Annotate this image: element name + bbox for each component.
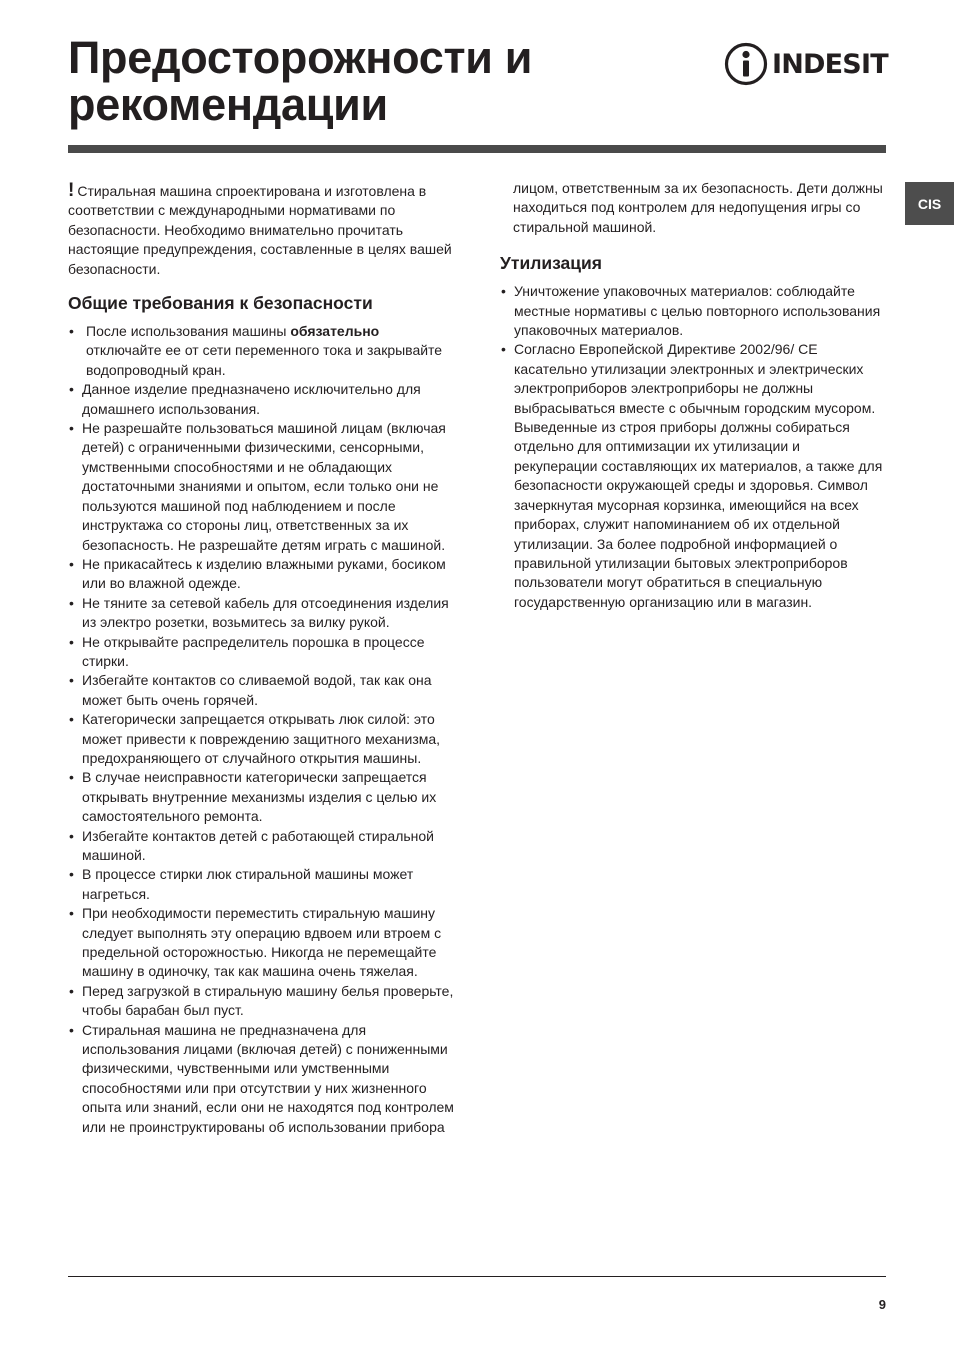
emphasis-text: обязательно (290, 323, 380, 340)
header-divider (68, 145, 886, 153)
list-item: • Данное изделие предназначено исключительно для домашнего использования. (68, 380, 458, 419)
page-title (68, 34, 668, 128)
list-item: • Не открывайте распределитель порошка в процессе стирки. (68, 633, 458, 672)
continued-paragraph: лицом, ответственным за их безопасность. Дети должны находиться под контролем для недопущения игры со стиральной машиной. (513, 180, 883, 235)
general-safety-heading: Общие требования к безопасности (68, 293, 373, 314)
safety-list (68, 322, 458, 1137)
left-column (68, 181, 458, 1137)
disposal-heading: Утилизация (500, 253, 603, 274)
page-title-line2: рекомендации (68, 79, 388, 130)
intro-text: Стиральная машина спроектирована и изготовлена в соответствии с международными нормативами по безопасности. Необходимо внимательно прочитать настоящие предупреждения, составленные в целях вашей безопасности. (68, 183, 452, 277)
list-item: • Категорически запрещается открывать люк силой: это может привести к повреждению защитного механизма, предохраняющего от случайного открытия машины. (68, 710, 458, 768)
list-item: • Не тяните за сетевой кабель для отсоединения изделия из электро розетки, возьмитесь за вилку рукой. (68, 594, 458, 633)
page-title-line1: Предосторожности и (68, 32, 533, 83)
brand-name: INDESIT (772, 48, 888, 80)
list-item: • После использования машины обязательно отключайте ее от сети переменного тока и закрывайте водопроводный кран. (68, 322, 458, 380)
page-number: 9 (878, 1297, 886, 1312)
list-item: • В процессе стирки люк стиральной машины может нагреться. (68, 865, 458, 904)
list-item: • Не разрешайте пользоваться машиной лицам (включая детей) с ограниченными физическими, сенсорными, умственными способностями и не обладающих достаточными знаниями и опытом, если только они не пользуются машиной под наблюдением и после инструктажа со стороны лиц, ответственных за их безопасность. Не разрешайте детям играть с машиной. (68, 419, 458, 555)
list-item: • Стиральная машина не предназначена для использования лицами (включая детей) с пониженными физическими, чувственными или умственными способностями или при отсутствии у них жизненного опыта или знаний, если они не находятся под контролем или не проинструктированы об использовании прибора (68, 1021, 458, 1137)
brand-logo (724, 41, 888, 87)
list-item: • При необходимости переместить стиральную машину следует выполнять эту операцию вдвоем или втроем с предельной осторожностью. Никогда не перемещайте машину в одиночку, так как машина очень тяжелая. (68, 904, 458, 982)
indesit-i-logo-icon (724, 42, 768, 86)
list-item: • Перед загрузкой в стиральную машину белья проверьте, чтобы барабан был пуст. (68, 982, 458, 1021)
list-item: • Согласно Европейской Директиве 2002/96/ CE касательно утилизации электронных и электрических электроприборов электроприборы не должны выбрасываться вместе с обычным городским мусором. Выведенные из строя приборы должны собираться отдельно для оптимизации их утилизации и рекуперации составляющих их материалов, а также для безопасности окружающей среды и здоровья. Символ зачеркнутая мусорная корзинка, имеющийся на всех приборах, служит напоминанием об их отдельной утилизации. За более подробной информацией о правильной утилизации бытовых электроприборов пользователи могут обратиться в специальную государственную организацию или в магазин. (500, 340, 886, 612)
footer-divider (68, 1276, 886, 1277)
language-tab: CIS (905, 182, 954, 225)
list-item: • Уничтожение упаковочных материалов: соблюдайте местные нормативы с целью повторного использования упаковочных материалов. (500, 282, 886, 340)
intro-paragraph (68, 181, 458, 279)
warning-icon: ! (68, 180, 75, 201)
right-column (500, 179, 886, 612)
disposal-list (500, 282, 886, 612)
list-item: • Избегайте контактов детей с работающей стиральной машиной. (68, 827, 458, 866)
list-item: • Не прикасайтесь к изделию влажными руками, босиком или во влажной одежде. (68, 555, 458, 594)
list-item: • Избегайте контактов со сливаемой водой, так как она может быть очень горячей. (68, 671, 458, 710)
list-item: • В случае неисправности категорически запрещается открывать внутренние механизмы изделия с целью их самостоятельного ремонта. (68, 768, 458, 826)
